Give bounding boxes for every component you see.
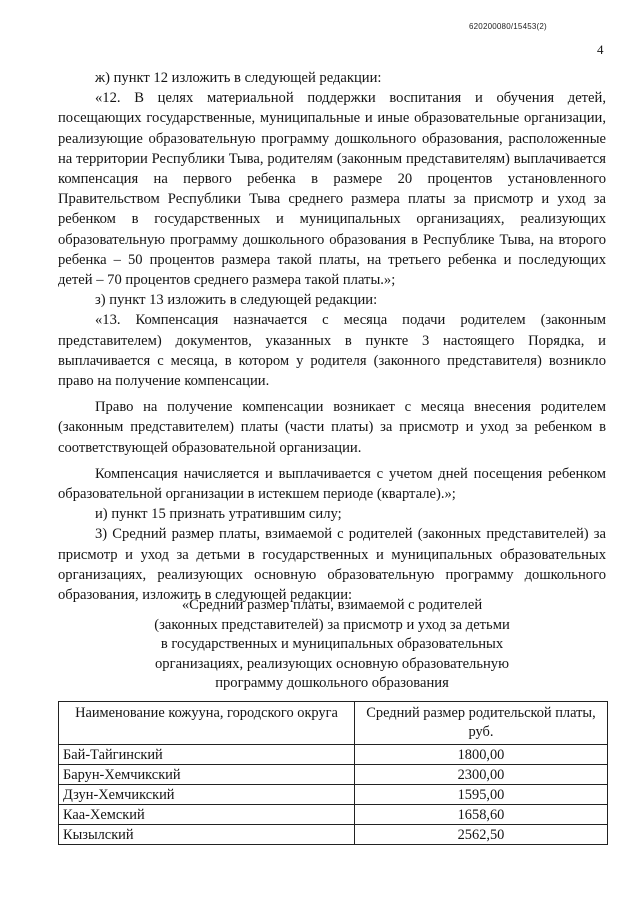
district-cell: Каа-Хемский <box>59 805 355 825</box>
paragraph-compensation-accrual: Компенсация начисляется и выплачивается с учетом дней посещения ребенком образовательной организации в истекшем периоде (квартале).»; <box>58 465 606 503</box>
table-title-line: организациях, реализующих основную образовательную <box>154 655 509 672</box>
fee-cell: 2562,50 <box>355 825 608 845</box>
table-title-line: «Средний размер платы, взимаемой с родителей <box>181 597 483 613</box>
document-code: 620200080/15453(2) <box>469 22 547 31</box>
table-title-line: в государственных и муниципальных образовательных <box>160 636 504 652</box>
table-row <box>59 785 608 805</box>
paragraph-point-13: «13. Компенсация назначается с месяца подачи родителем (законным представителем) документов, указанных в пункте 3 настоящего Порядка, и выплачивается с месяца, в котором у родителя (законного представителя) возникло право на получение компенсации. <box>58 312 606 390</box>
table-row <box>59 825 608 845</box>
fees-table <box>58 701 608 845</box>
table-title <box>58 596 606 694</box>
table-row <box>59 765 608 785</box>
district-cell: Бай-Тайгинский <box>59 745 355 765</box>
document-body <box>58 68 606 605</box>
paragraph-right-to-compensation: Право на получение компенсации возникает с месяца внесения родителем (законным представителем) платы (части платы) за присмотр и уход за ребенком в соответствующей образовательной организации. <box>58 399 606 456</box>
table-row <box>59 745 608 765</box>
column-header-fee: Средний размер родительской платы, руб. <box>355 702 608 745</box>
district-cell: Кызылский <box>59 825 355 845</box>
paragraph-item-i: и) пункт 15 признать утратившим силу; <box>95 506 342 523</box>
paragraph-item-z: з) пункт 13 изложить в следующей редакции: <box>95 292 378 309</box>
paragraph-item-zh: ж) пункт 12 изложить в следующей редакции: <box>95 70 382 86</box>
paragraph-point-12: «12. В целях материальной поддержки воспитания и обучения детей, посещающих государственные, муниципальные и иные образовательные организации, реализующие образовательную программу дошкольного образования, расположенные на территории Республики Тыва, родителям (законным представителям) выплачивается компенсация на первого ребенка в размере 20 процентов установленного Правительством Республики Тыва среднего размера платы за присмотр и уход за ребенком в государственных и муниципальных организациях, реализующих образовательную программу дошкольного образования в Республике Тыва, на второго ребенка – 50 процентов размера такой платы, на третьего ребенка и последующих детей – 70 процентов среднего размера такой платы.»; <box>58 90 606 289</box>
district-cell: Барун-Хемчикский <box>59 765 355 785</box>
paragraph-item-3: 3) Средний размер платы, взимаемой с родителей (законных представителей) за присмотр и уход за детьми в государственных и муниципальных образовательных организациях, реализующих основную образовательную программу дошкольного образования, изложить в следующей редакции: <box>58 526 606 604</box>
table-title-line: программу дошкольного образования <box>215 675 449 691</box>
fee-cell: 1658,60 <box>355 805 608 825</box>
column-header-district: Наименование кожууна, городского округа <box>59 702 355 745</box>
table-header-row <box>59 702 608 745</box>
district-cell: Дзун-Хемчикский <box>59 785 355 805</box>
fee-cell: 2300,00 <box>355 765 608 785</box>
fee-cell: 1800,00 <box>355 745 608 765</box>
table-row <box>59 805 608 825</box>
fee-cell: 1595,00 <box>355 785 608 805</box>
table-title-line: (законных представителей) за присмотр и уход за детьми <box>154 616 510 633</box>
page-number: 4 <box>597 42 604 57</box>
